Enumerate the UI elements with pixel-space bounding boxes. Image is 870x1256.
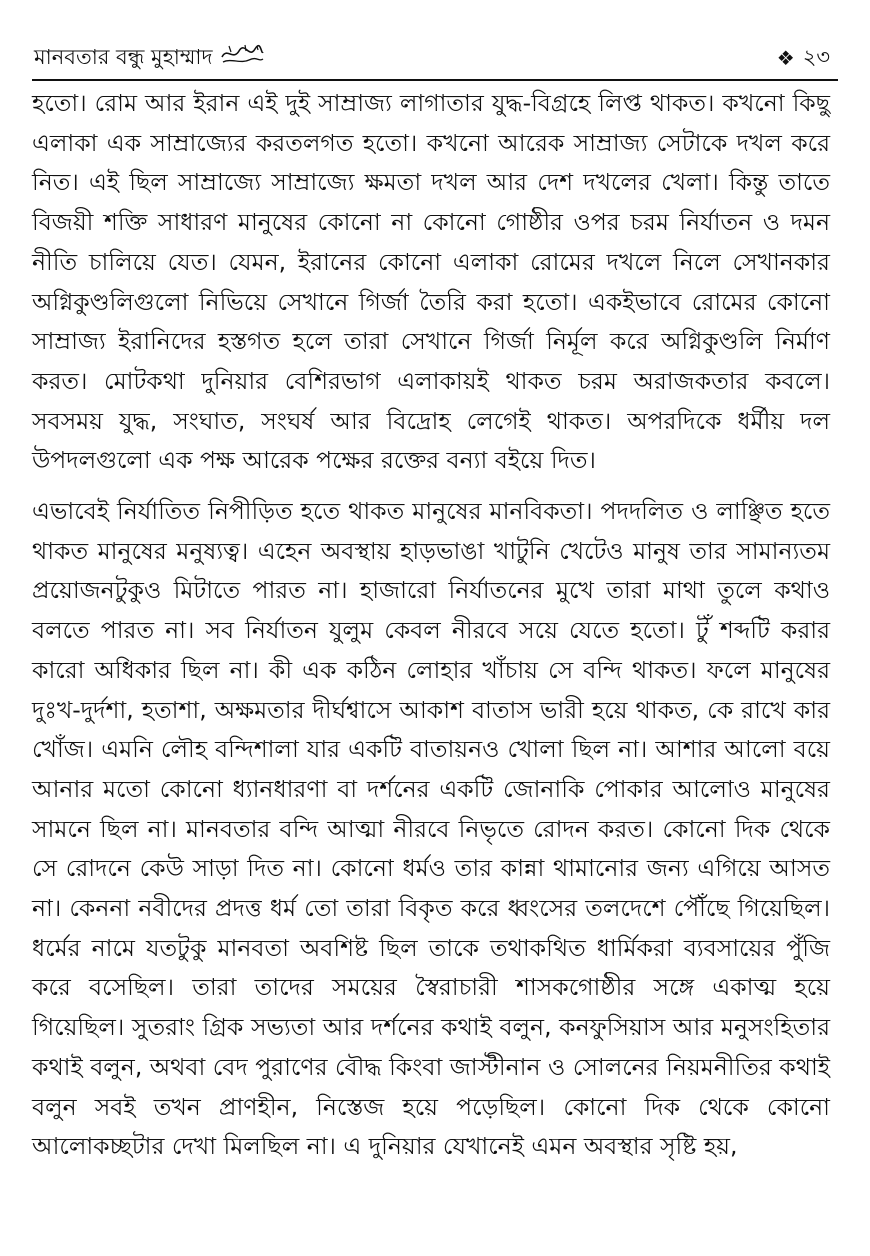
ornament-icon: ❖: [776, 46, 795, 70]
running-header: [34, 38, 830, 78]
body-text: [32, 84, 830, 1167]
header-page-group: [777, 41, 830, 76]
header-title-group: [34, 41, 265, 76]
paragraph-2: এভাবেই নির্যাতিত নিপীড়িত হতে থাকত মানুষের মানবিকতা। পদদলিত ও লাঞ্ছিত হতে থাকত মানুষের মনুষ্যত্ব। এহেন অবস্থায় হাড়ভাঙা খাটুনি খেটেও মানুষ তার সামান্যতম প্রয়োজনটুকুও মিটাতে পারত না। হাজারো নির্যাতনের মুখে তারা মাথা তুলে কথাও বলতে পারত না। সব নির্যাতন যুলুম কেবল নীরবে সয়ে যেতে হতো। টুঁ শব্দটি করার কারো অধিকার ছিল না। কী এক কঠিন লোহার খাঁচায় সে বন্দি থাকত। ফলে মানুষের দুঃখ-দুর্দশা, হতাশা, অক্ষমতার দীর্ঘশ্বাসে আকাশ বাতাস ভারী হয়ে থাকত, কে রাখে কার খোঁজ। এমনি লৌহ বন্দিশালা যার একটি বাতায়নও খোলা ছিল না। আশার আলো বয়ে আনার মতো কোনো ধ্যানধারণা বা দর্শনের একটি জোনাকি পোকার আলোও মানুষের সামনে ছিল না। মানবতার বন্দি আত্মা নীরবে নিভৃতে রোদন করত। কোনো দিক থেকে সে রোদনে কেউ সাড়া দিত না। কোনো ধর্মও তার কান্না থামানোর জন্য এগিয়ে আসত না। কেননা নবীদের প্রদত্ত ধর্ম তো তারা বিকৃত করে ধ্বংসের তলদেশে পৌঁছে গিয়েছিল। ধর্মের নামে যতটুকু মানবতা অবশিষ্ট ছিল তাকে তথাকথিত ধার্মিকরা ব্যবসায়ের পুঁজি করে বসেছিল। তারা তাদের সময়ের স্বৈরাচারী শাসকগোষ্ঠীর সঙ্গে একাত্ম হয়ে গিয়েছিল। সুতরাং গ্রিক সভ্যতা আর দর্শনের কথাই বলুন, কনফুসিয়াস আর মনুসংহিতার কথাই বলুন, অথবা বেদ পুরাণের বৌদ্ধ কিংবা জাস্টীনান ও সোলনের নিয়মনীতির কথাই বলুন সবই তখন প্রাণহীন, নিস্তেজ হয়ে পড়েছিল। কোনো দিক থেকে কোনো আলোকচ্ছটার দেখা মিলছিল না। এ দুনিয়ার যেখানেই এমন অবস্থার সৃষ্টি হয়,: [32, 497, 830, 1161]
page-number: ২৩: [802, 44, 830, 69]
honorific-calligraphy-icon: [219, 43, 265, 65]
book-title: মানবতার বন্ধু মুহাম্মাদ: [34, 44, 213, 69]
header-rule: [32, 79, 838, 81]
paragraph-1: হতো। রোম আর ইরান এই দুই সাম্রাজ্য লাগাতার যুদ্ধ-বিগ্রহে লিপ্ত থাকত। কখনো কিছু এলাকা এক সাম্রাজ্যের করতলগত হতো। কখনো আরেক সাম্রাজ্য সেটাকে দখল করে নিত। এই ছিল সাম্রাজ্যে সাম্রাজ্যে ক্ষমতা দখল আর দেশ দখলের খেলা। কিন্তু তাতে বিজয়ী শক্তি সাধারণ মানুষের কোনো না কোনো গোষ্ঠীর ওপর চরম নির্যাতন ও দমন নীতি চালিয়ে যেত। যেমন, ইরানের কোনো এলাকা রোমের দখলে নিলে সেখানকার অগ্নিকুণ্ডলিগুলো নিভিয়ে সেখানে গির্জা তৈরি করা হতো। একইভাবে রোমের কোনো সাম্রাজ্য ইরানিদের হস্তগত হলে তারা সেখানে গির্জা নির্মূল করে অগ্নিকুণ্ডলি নির্মাণ করত। মোটকথা দুনিয়ার বেশিরভাগ এলাকায়ই থাকত চরম অরাজকতার কবলে। সবসময় যুদ্ধ, সংঘাত, সংঘর্ষ আর বিদ্রোহ লেগেই থাকত। অপরদিকে ধর্মীয় দল উপদলগুলো এক পক্ষ আরেক পক্ষের রক্তের বন্যা বইয়ে দিত।: [32, 89, 830, 475]
